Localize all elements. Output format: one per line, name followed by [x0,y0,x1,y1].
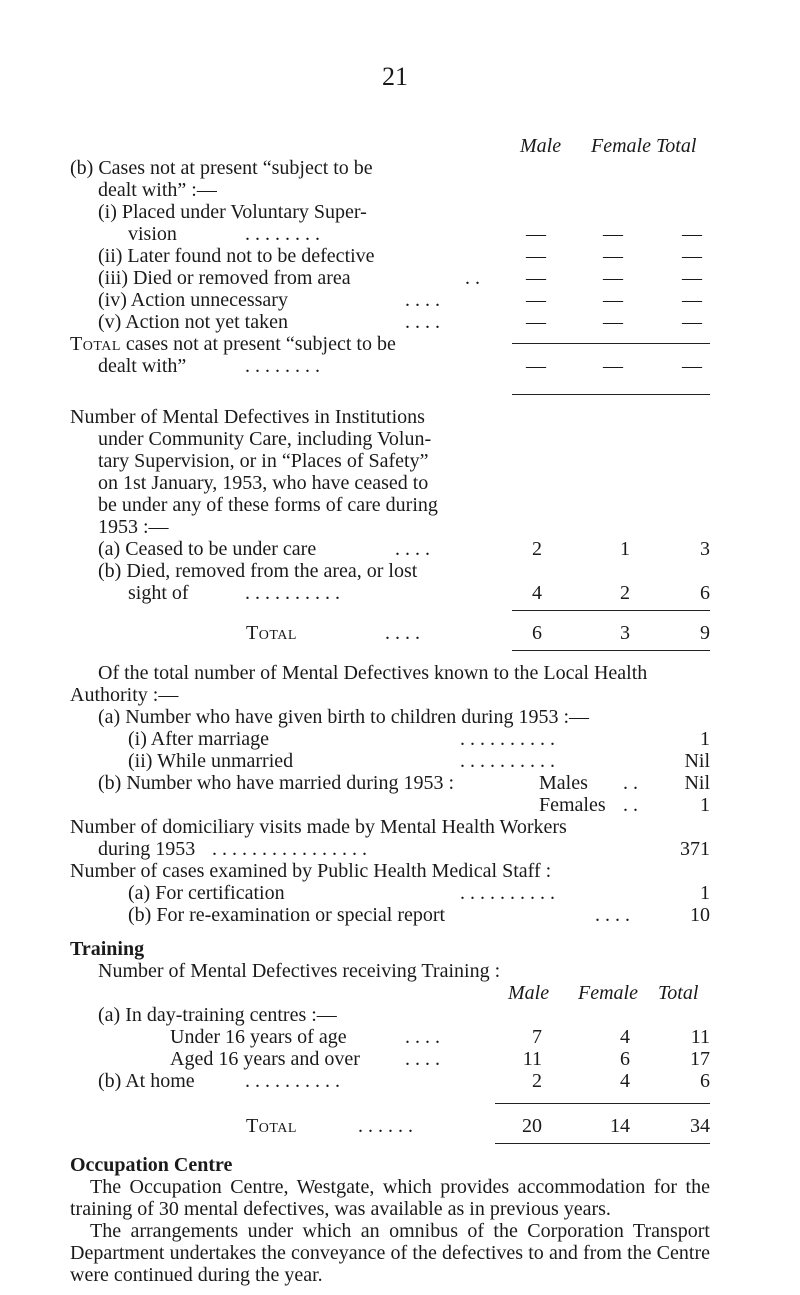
institution-row-label: (a) Ceased to be under care [98,538,317,560]
section-rule [512,394,710,395]
dot-leader: . . . . [405,311,440,333]
institutions-text: be under any of these forms of care during [98,494,438,516]
subtotal-rule [495,1103,710,1104]
female-value: — [603,267,623,289]
subtotal-rule [512,343,710,344]
births-value: Nil [684,750,710,772]
female-value: — [603,245,623,267]
total-cases-label [70,333,396,355]
male-value: 4 [532,582,542,604]
female-value: — [603,355,623,377]
institutions-text: 1953 :— [98,516,169,538]
male-value: — [526,245,546,267]
exam-value: 1 [700,882,710,904]
occupation-heading: Occupation Centre [70,1154,233,1176]
training-row-label: Aged 16 years and over [170,1048,360,1070]
dot-leader: . . . . [405,1026,440,1048]
visits-value: 371 [680,838,710,860]
column-header-female: Female [578,982,638,1004]
total-value: — [682,289,702,311]
total-value: 6 [700,1070,710,1092]
female-value: — [603,223,623,245]
item-label-cont: vision [128,223,177,245]
dot-leader: . . . . . . . . . . [460,750,555,772]
dot-leader: . . . . . . . . [245,355,320,377]
item-label: (iii) Died or removed from area [98,267,351,289]
column-header-male: Male [520,135,562,157]
married-males-value: Nil [684,772,710,794]
male-value: — [526,267,546,289]
births-label: (ii) While unmarried [128,750,294,772]
column-header-male: Male [508,982,550,1004]
section-rule [512,650,710,651]
female-value: 14 [610,1115,630,1137]
married-females-value: 1 [700,794,710,816]
occupation-body [70,1176,710,1286]
total-value: 17 [690,1048,710,1070]
births-label: (i) After marriage [128,728,270,750]
institutions-text: under Community Care, including Volun- [98,428,432,450]
dot-leader: . . . . . . . . . . . . . . . . [212,838,367,860]
dot-leader: . . . . [595,904,630,926]
exam-row-label: (a) For certification [128,882,285,904]
section-rule [495,1143,710,1144]
dot-leader: . . . . . . . . . . [245,582,340,604]
total-cases-text: cases not at present “subject to be [125,333,396,355]
total-value: 11 [690,1026,710,1048]
institution-row-label: (b) Died, removed from the area, or lost [98,560,418,582]
item-label: (iv) Action unnecessary [98,289,288,311]
subtotal-rule [512,610,710,611]
total-word: Total [70,333,121,355]
births-heading: (a) Number who have given birth to children during 1953 :— [98,706,589,728]
male-value: — [526,311,546,333]
births-value: 1 [700,728,710,750]
dot-leader: . . . . [405,289,440,311]
training-row-label: Under 16 years of age [170,1026,347,1048]
dot-leader: . . . . [405,1048,440,1070]
female-value: 4 [620,1026,630,1048]
item-label: (v) Action not yet taken [98,311,288,333]
day-training-heading: (a) In day-training centres :— [98,1004,337,1026]
item-label: (ii) Later found not to be defective [98,245,375,267]
female-value: 3 [620,622,630,644]
female-value: 4 [620,1070,630,1092]
dot-leader: . . . . . . . . . . [245,1070,340,1092]
male-value: — [526,223,546,245]
column-header-female: Female [591,135,651,157]
institutions-total-label: Total [246,622,297,644]
total-value: — [682,223,702,245]
female-value: 6 [620,1048,630,1070]
column-header-total: Total [656,135,697,157]
page-number: 21 [382,62,408,91]
male-value: — [526,289,546,311]
dot-leader: . . [623,772,638,794]
institutions-text: on 1st January, 1953, who have ceased to [98,472,429,494]
dot-leader: . . . . . . . . [245,223,320,245]
training-row-label: (b) At home [98,1070,195,1092]
male-value: 20 [522,1115,542,1137]
married-label: (b) Number who have married during 1953 : [98,772,455,794]
female-value: 2 [620,582,630,604]
known-intro-cont: Authority :— [70,684,179,706]
total-value: 9 [700,622,710,644]
male-value: — [526,355,546,377]
total-value: — [682,355,702,377]
dot-leader: . . . . [385,622,420,644]
male-value: 2 [532,538,542,560]
institution-row-label-cont: sight of [128,582,189,604]
dot-leader: . . . . . . . . . . [460,882,555,904]
section-b-heading: (b) Cases not at present “subject to be [70,157,373,179]
item-label: (i) Placed under Voluntary Super- [98,201,367,223]
exam-value: 10 [690,904,710,926]
male-value: 6 [532,622,542,644]
institutions-text: Number of Mental Defectives in Institutions [70,406,425,428]
total-value: 6 [700,582,710,604]
section-b-heading-cont: dealt with” :— [98,179,217,201]
male-value: 7 [532,1026,542,1048]
total-value: — [682,267,702,289]
exam-label: Number of cases examined by Public Health Medical Staff : [70,860,552,882]
female-value: — [603,311,623,333]
occupation-paragraph: The Occupation Centre, Westgate, which provides accommodation for the training of 30 mental defectives, was available as in previous years. [70,1176,710,1220]
female-value: 1 [620,538,630,560]
total-cases-label-cont: dealt with” [98,355,187,377]
visits-label: Number of domiciliary visits made by Mental Health Workers [70,816,567,838]
male-value: 2 [532,1070,542,1092]
known-intro: Of the total number of Mental Defectives known to the Local Health [98,662,648,684]
exam-row-label: (b) For re-examination or special report [128,904,446,926]
total-value: — [682,245,702,267]
male-value: 11 [522,1048,542,1070]
married-females-label: Females [539,794,606,816]
occupation-paragraph: The arrangements under which an omnibus of the Corporation Transport Department undertakes the conveyance of the defectives to and from the Centre were continued during the year. [70,1220,710,1286]
training-heading: Training [70,938,145,960]
dot-leader: . . . . [395,538,430,560]
visits-label-cont: during 1953 [98,838,196,860]
female-value: — [603,289,623,311]
institutions-text: tary Supervision, or in “Places of Safety” [98,450,429,472]
training-total-label: Total [246,1115,297,1137]
column-header-total: Total [658,982,699,1004]
dot-leader: . . [465,267,480,289]
total-value: — [682,311,702,333]
total-value: 3 [700,538,710,560]
training-intro: Number of Mental Defectives receiving Training : [98,960,501,982]
married-males-label: Males [539,772,588,794]
dot-leader: . . [623,794,638,816]
dot-leader: . . . . . . [358,1115,413,1137]
total-value: 34 [690,1115,710,1137]
dot-leader: . . . . . . . . . . [460,728,555,750]
